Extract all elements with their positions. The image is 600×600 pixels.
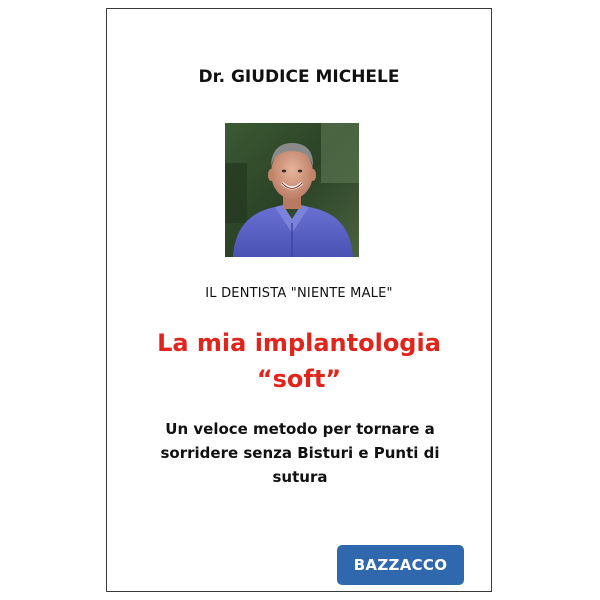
description-line-1: Un veloce metodo per tornare a: [165, 420, 435, 438]
description-line-3: sutura: [272, 468, 328, 486]
book-cover: [106, 8, 492, 592]
author-name: Dr. GIUDICE MICHELE: [198, 67, 400, 87]
author-portrait-icon: [225, 123, 359, 257]
tagline: IL DENTISTA "NIENTE MALE": [205, 286, 393, 301]
title-line-2: “soft”: [256, 365, 342, 393]
book-description: [137, 417, 463, 489]
publisher-badge: BAZZACCO: [337, 545, 464, 585]
description-line-2: sorridere senza Bisturi e Punti di: [160, 444, 440, 462]
author-photo: [225, 123, 359, 257]
title-line-1: La mia implantologia: [157, 329, 441, 357]
book-title: [107, 325, 491, 397]
